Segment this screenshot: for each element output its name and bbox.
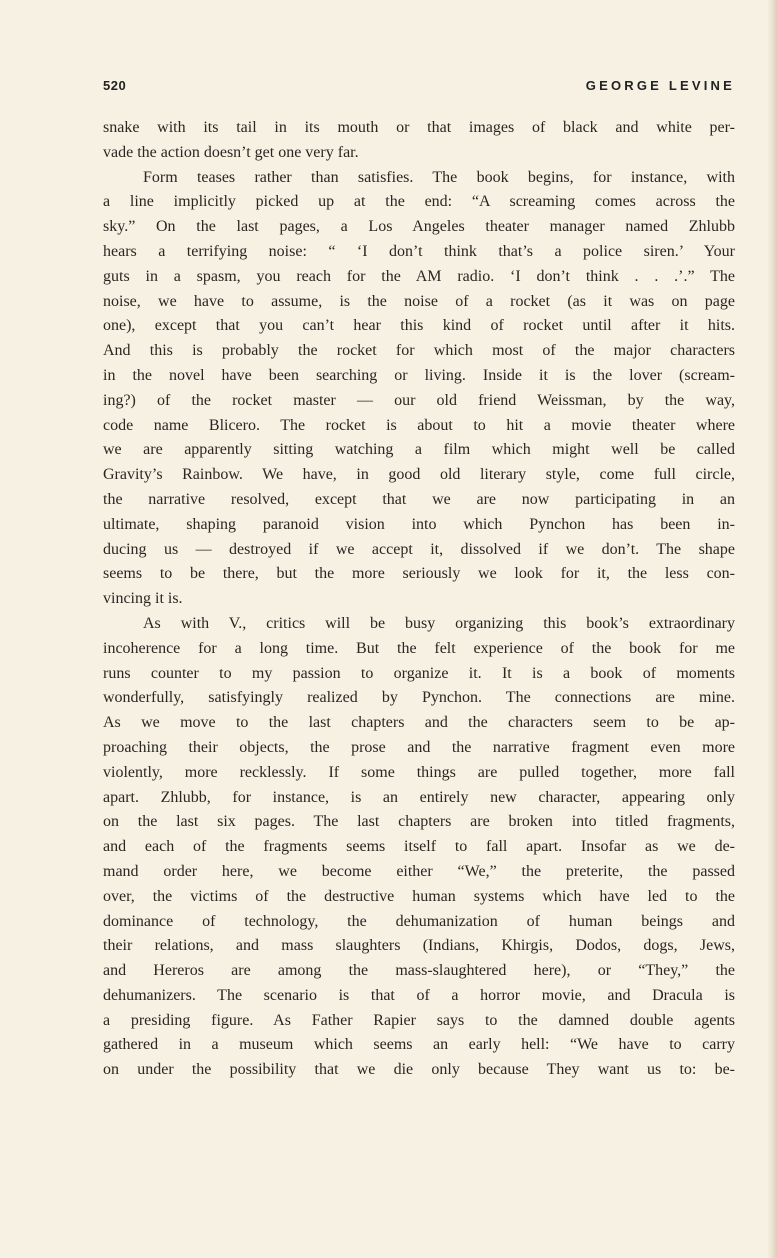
text-line: guts in a spasm, you reach for the AM radio. ‘I don’t think . . .’.” The xyxy=(103,267,735,285)
text-line: code name Blicero. The rocket is about to hit a movie theater where xyxy=(103,416,735,434)
text-line: Form teases rather than satisfies. The book begins, for instance, with xyxy=(143,168,735,186)
text-line: a presiding figure. As Father Rapier says to the damned double agents xyxy=(103,1011,735,1029)
text-line: in the novel have been searching or living. Inside it is the lover (scream- xyxy=(103,366,735,384)
text-line: the narrative resolved, except that we are now participating in an xyxy=(103,490,735,508)
page-number: 520 xyxy=(103,78,127,93)
text-line: one), except that you can’t hear this kind of rocket until after it hits. xyxy=(103,317,735,335)
text-line: dehumanizers. The scenario is that of a horror movie, and Dracula is xyxy=(103,986,735,1004)
text-line: proaching their objects, the prose and the narrative fragment even more xyxy=(103,738,735,756)
text-line: gathered in a museum which seems an early hell: “We have to carry xyxy=(103,1036,735,1054)
text-line: on the last six pages. The last chapters are broken into titled fragments, xyxy=(103,813,735,831)
text-line: ing?) of the rocket master — our old friend Weissman, by the way, xyxy=(103,391,735,409)
text-line: violently, more recklessly. If some things are pulled together, more fall xyxy=(103,763,735,781)
text-line: Gravity’s Rainbow. We have, in good old literary style, come full circle, xyxy=(103,466,735,484)
text-line: ultimate, shaping paranoid vision into which Pynchon has been in- xyxy=(103,515,735,533)
text-line: we are apparently sitting watching a film which might well be called xyxy=(103,441,735,459)
body-text xyxy=(103,116,735,1083)
text-line: vade the action doesn’t get one very far. xyxy=(103,143,359,161)
text-line: incoherence for a long time. But the felt experience of the book for me xyxy=(103,639,735,657)
text-line: runs counter to my passion to organize it. It is a book of moments xyxy=(103,664,735,682)
text-line: and each of the fragments seems itself to fall apart. Insofar as we de- xyxy=(103,838,735,856)
text-line: wonderfully, satisfyingly realized by Pynchon. The connections are mine. xyxy=(103,689,735,707)
text-line: hears a terrifying noise: “ ‘I don’t think that’s a police siren.’ Your xyxy=(103,242,735,260)
text-line: over, the victims of the destructive human systems which have led to the xyxy=(103,887,735,905)
running-head: GEORGE LEVINE xyxy=(585,78,735,93)
page-edge xyxy=(767,0,777,1258)
text-line: and Hereros are among the mass-slaughtered here), or “They,” the xyxy=(103,962,735,980)
text-line: seems to be there, but the more seriously we look for it, the less con- xyxy=(103,565,735,583)
text-line: And this is probably the rocket for which most of the major characters xyxy=(103,342,735,360)
text-line: As with V., critics will be busy organizing this book’s extraordinary xyxy=(143,614,735,632)
text-line: their relations, and mass slaughters (Indians, Khirgis, Dodos, dogs, Jews, xyxy=(103,937,735,955)
page-header xyxy=(103,78,735,98)
text-line: a line implicitly picked up at the end: “A screaming comes across the xyxy=(103,193,735,211)
text-line: As we move to the last chapters and the characters seem to be ap- xyxy=(103,714,735,732)
text-line: vincing it is. xyxy=(103,590,183,608)
text-line: snake with its tail in its mouth or that images of black and white per- xyxy=(103,119,735,136)
text-line: mand order here, we become either “We,” the preterite, the passed xyxy=(103,862,735,880)
text-line: on under the possibility that we die only because They want us to: be- xyxy=(103,1061,735,1079)
text-line: sky.” On the last pages, a Los Angeles theater manager named Zhlubb xyxy=(103,218,735,236)
text-line: ducing us — destroyed if we accept it, dissolved if we don’t. The shape xyxy=(103,540,735,558)
text-line: noise, we have to assume, is the noise of a rocket (as it was on page xyxy=(103,292,735,310)
text-line: dominance of technology, the dehumanization of human beings and xyxy=(103,912,735,930)
text-line: apart. Zhlubb, for instance, is an entirely new character, appearing only xyxy=(103,788,735,806)
